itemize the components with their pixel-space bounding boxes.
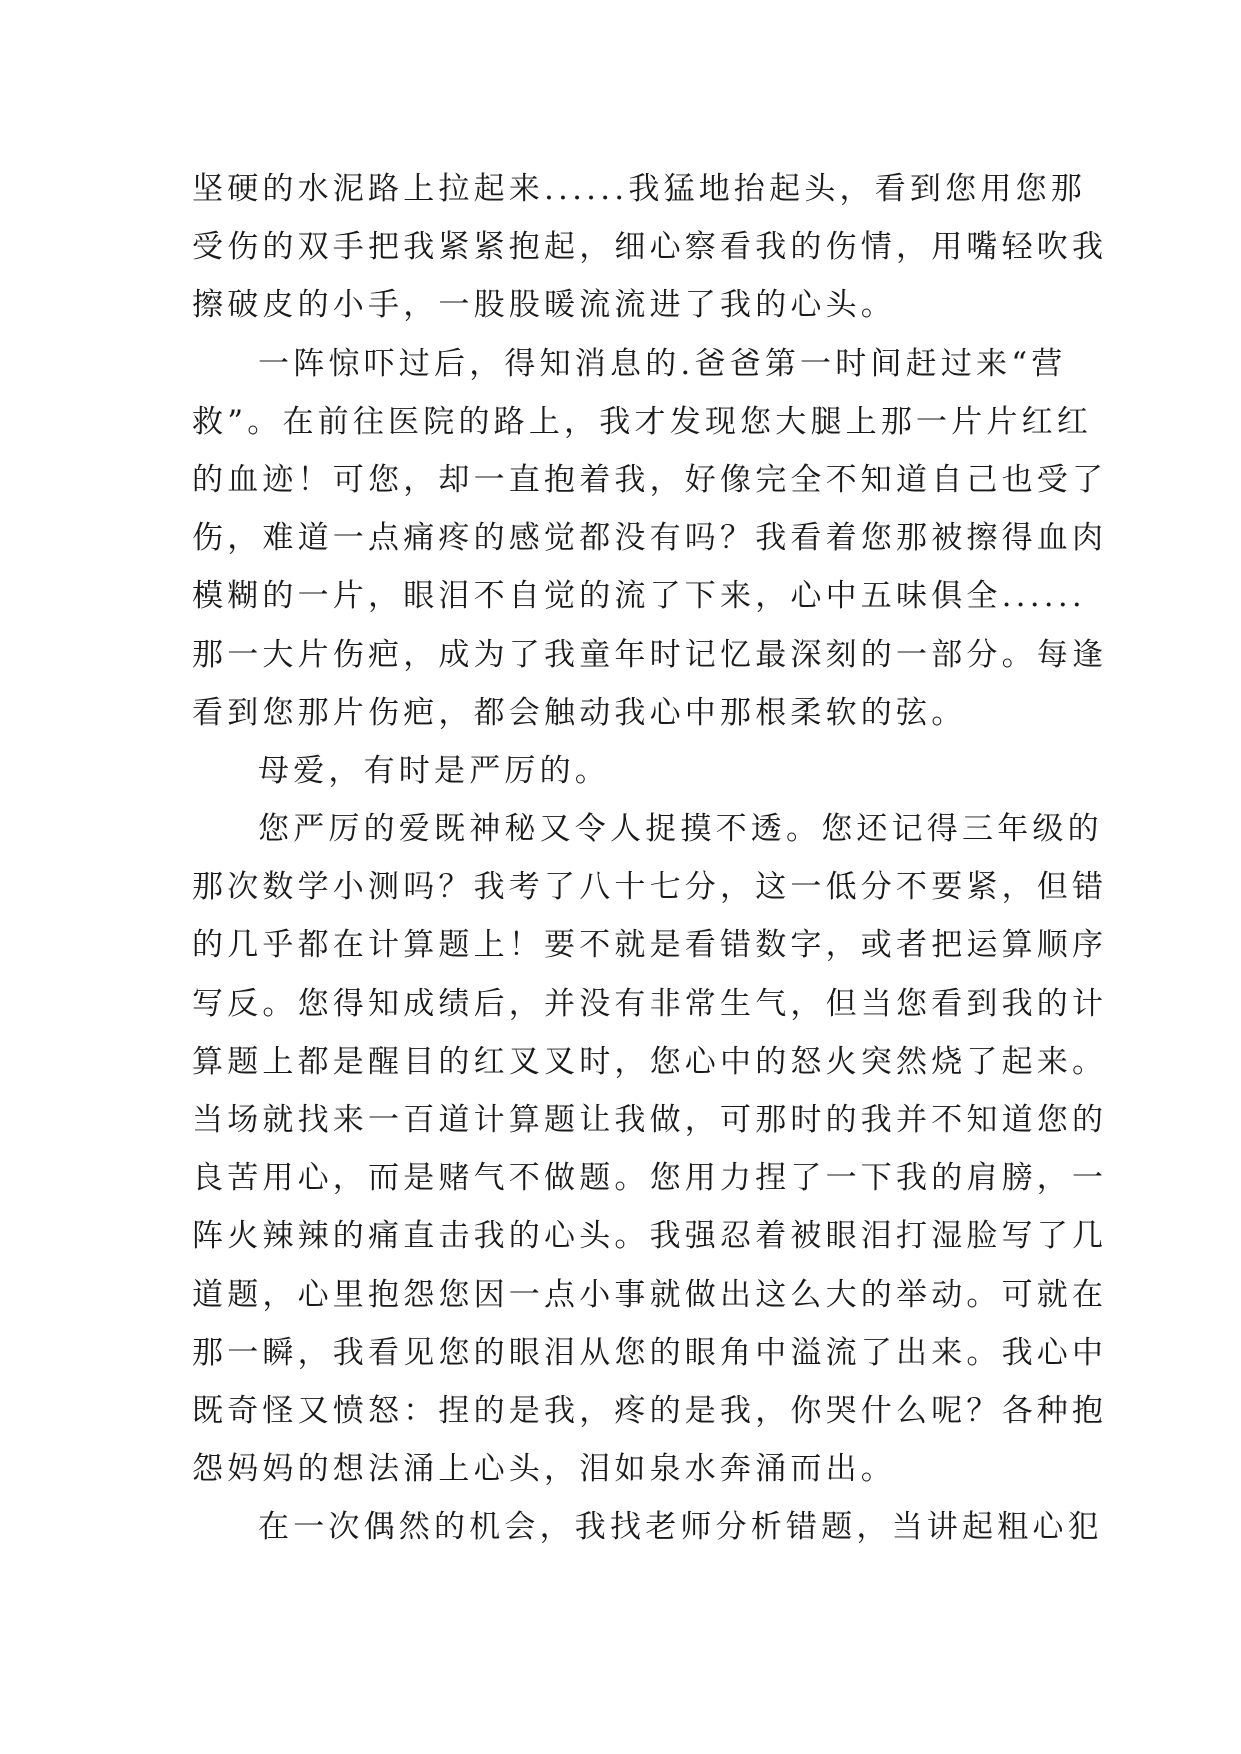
text-line: 坚硬的水泥路上拉起来......我猛地抬起头，看到您用您那 [192,171,1086,207]
text-line: 的血迹！可您，却一直抱着我，好像完全不知道自己也受了 [192,461,1108,498]
text-line: 当场就找来一百道计算题让我做，可那时的我并不知道您的 [192,1102,1108,1138]
text-line: 那一瞬，我看见您的眼泪从您的眼角中溢流了出来。我心中 [192,1334,1108,1371]
text-line: 母爱，有时是严厉的。 [258,752,610,789]
text-line: 算题上都是醒目的红叉叉时，您心中的怒火突然烧了起来。 [192,1043,1108,1080]
text-line: 看到您那片伤疤，都会触动我心中那根柔软的弦。 [192,694,967,731]
text-line: 一阵惊吓过后，得知消息的.爸爸第一时间赶过来“营 [258,345,1067,382]
text-line: 道题，心里抱怨您因一点小事就做出这么大的举动。可就在 [192,1276,1108,1313]
text-line: 阵火辣辣的痛直击我的心头。我强忍着被眼泪打湿脸写了几 [192,1218,1108,1255]
text-line: 既奇怪又愤怒：捏的是我，疼的是我，你哭什么呢？各种抱 [192,1392,1108,1429]
text-line: 模糊的一片，眼泪不自觉的流了下来，心中五味俱全...... [192,578,1086,615]
text-line: 救”。在前往医院的路上，我才发现您大腿上那一片片红红 [192,403,1093,440]
text-line: 良苦用心，而是赌气不做题。您用力捏了一下我的肩膀，一 [192,1160,1108,1197]
text-line: 受伤的双手把我紧紧抱起，细心察看我的伤情，用嘴轻吹我 [192,229,1108,266]
text-line: 擦破皮的小手，一股股暖流流进了我的心头。 [192,287,896,324]
text-line: 那一大片伤疤，成为了我童年时记忆最深刻的一部分。每逢 [192,636,1108,673]
text-line: 的几乎都在计算题上！要不就是看错数字，或者把运算顺序 [192,927,1108,964]
text-line: 您严厉的爱既神秘又令人捉摸不透。您还记得三年级的 [258,811,1103,848]
body-text [192,160,1108,1557]
text-line: 那次数学小测吗？我考了八十七分，这一低分不要紧，但错 [192,869,1108,906]
text-line: 伤，难道一点痛疼的感觉都没有吗？我看着您那被擦得血肉 [192,520,1108,557]
text-line: 在一次偶然的机会，我找老师分析错题，当讲起粗心犯 [258,1509,1103,1546]
text-line: 写反。您得知成绩后，并没有非常生气，但当您看到我的计 [192,985,1108,1022]
text-line: 怨妈妈的想法涌上心头，泪如泉水奔涌而出。 [192,1451,896,1488]
